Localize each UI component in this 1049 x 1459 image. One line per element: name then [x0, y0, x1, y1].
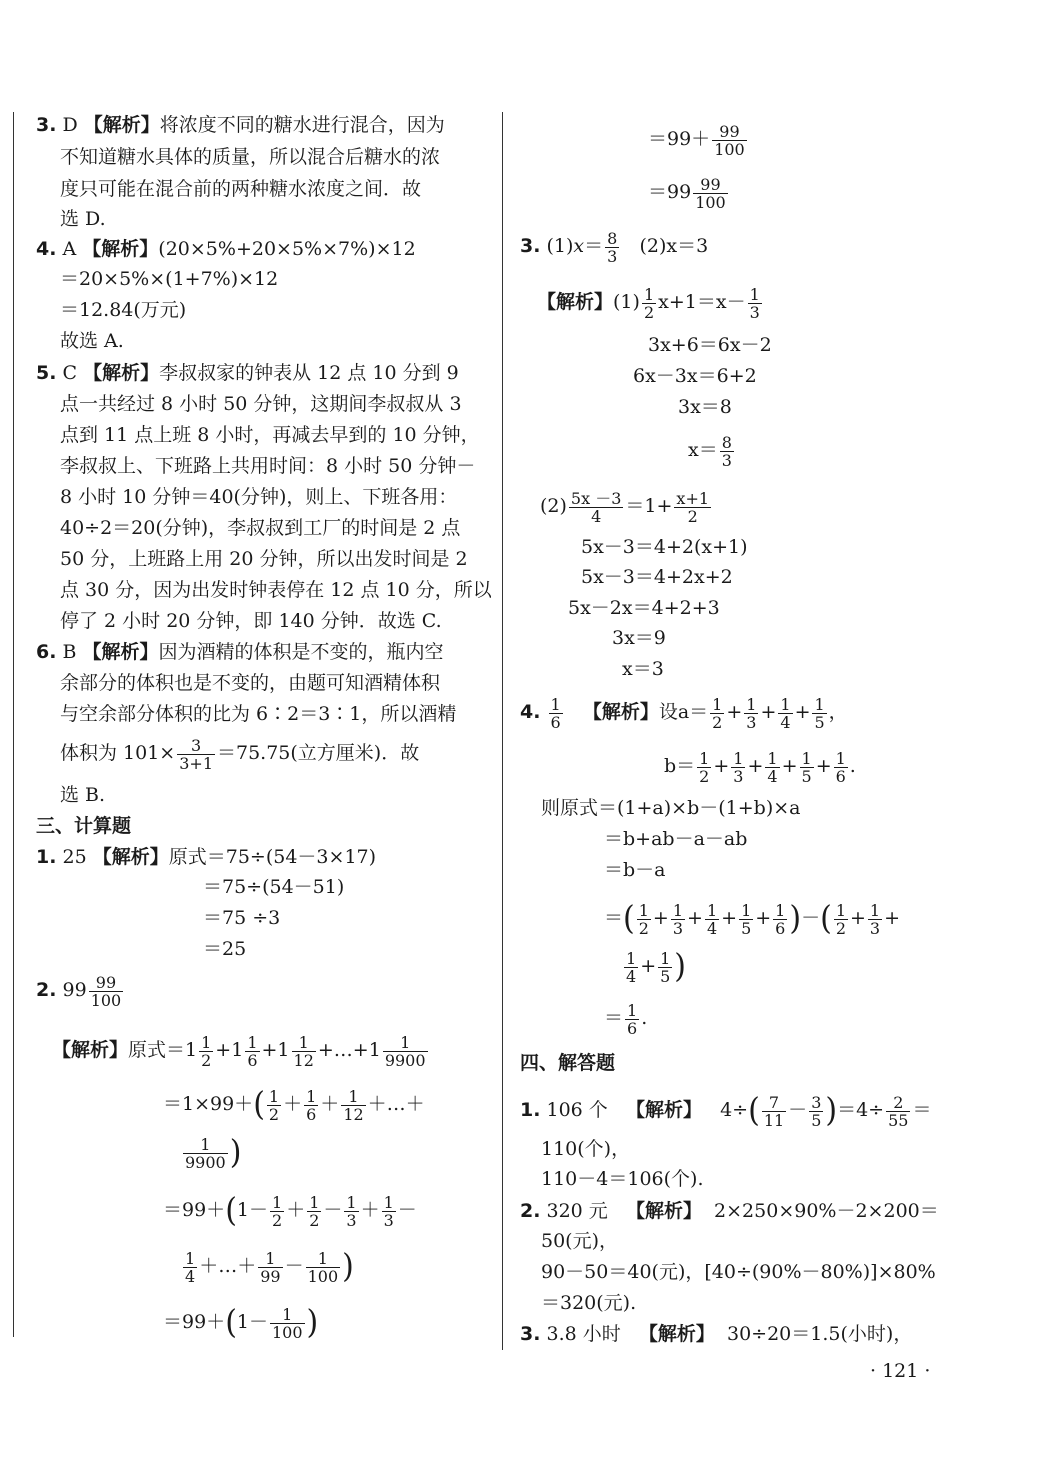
c4-line-6: ＝( $\frac{1}{2}$ + $\frac{1}{3}$ + $\frac{1}{4}$ + $\frac{1}{5}$ + $\frac{1}{6}$ )－( $\frac{1}{2}$ + $\frac{1}{3}$ + [604, 899, 901, 938]
c1-line-4: ＝25 [203, 938, 247, 960]
c4-step: 则原式＝(1+a)×b－(1+b)×a [541, 797, 801, 819]
q4-line-4: 故选 A. [60, 330, 124, 352]
c4-step: ＝b－a [604, 859, 666, 881]
c4-line-2: b＝ $\frac{1}{2}$ + $\frac{1}{3}$ + $\frac{1}{4}$ + $\frac{1}{5}$ + $\frac{1}{6}$ . [664, 748, 856, 786]
c2-cont-line-1: ＝99＋ $\frac{99}{100}$ [648, 121, 745, 159]
c3-solution-2: (2) $\frac{5x -3}{4}$ ＝1+ $\frac{x+1}{2}$ [540, 488, 710, 526]
c2-line-6: ＝99＋(1－ $\frac{1}{100}$ ) [163, 1303, 319, 1342]
q5-line-6: 40÷2＝20(分钟)，李叔叔到工厂的时间是 2 点 [60, 517, 461, 539]
left-margin-rule [13, 112, 14, 1337]
c2-answer-line: 2. 99 $\frac{99}{100}$ [36, 972, 122, 1010]
d1-line-3: 110－4＝106(个). [541, 1168, 704, 1190]
c2-line-4: ＝99＋(1－ $\frac{1}{2}$ ＋ $\frac{1}{2}$ － $\frac{1}{3}$ ＋ $\frac{1}{3}$ － [163, 1191, 417, 1230]
q5-answer: C [62, 362, 78, 384]
c3-result-1: x＝ $\frac{8}{3}$ [688, 432, 732, 470]
c3-step: 5x－2x＝4+2+3 [568, 597, 720, 619]
q3-number: 3. [36, 114, 57, 136]
d1-line-1: 1. 106 个 【解析】 4÷( $\frac{7}{11}$ － $\frac{3}{5}$ )＝4÷ $\frac{2}{55}$ ＝ [520, 1091, 932, 1130]
c2-line-5: $\frac{1}{4}$ ＋…＋ $\frac{1}{99}$ － $\frac{1}{100}$ ) [185, 1247, 354, 1286]
c2-line-2: ＝1×99＋( $\frac{1}{2}$ ＋ $\frac{1}{6}$ ＋ $\frac{1}{12}$ ＋…＋ [163, 1085, 425, 1124]
c3-step: 5x－3＝4+2x+2 [581, 566, 733, 588]
d3-line-1: 3. 3.8 小时 【解析】 30÷20＝1.5(小时)， [520, 1323, 913, 1345]
q5-line-9: 停了 2 小时 20 分钟，即 140 分钟．故选 C. [60, 610, 442, 632]
c2-line-3: $\frac{1}{9900}$ ) [185, 1133, 242, 1172]
q6-line-4: 体积为 101× $\frac{3}{3+1}$ ＝75.75(立方厘米)．故 [60, 735, 420, 773]
c3-step: 3x＝9 [612, 627, 666, 649]
q6-line-3: 与空余部分体积的比为 6∶2＝3∶1，所以酒精 [60, 703, 457, 725]
q4-line-1: 4. A 【解析】(20×5%+20×5%×7%)×12 [36, 238, 416, 260]
q3-line-2: 不知道糖水具体的质量，所以混合后糖水的浓 [60, 146, 441, 168]
q5-line-8: 点 30 分，因为出发时钟表停在 12 点 10 分，所以 [60, 579, 492, 601]
q3-line-3: 度只可能在混合前的两种糖水浓度之间．故 [60, 178, 422, 200]
q5-line-7: 50 分，上班路上用 20 分钟，所以出发时间是 2 [60, 548, 468, 570]
c4-line-8: ＝ $\frac{1}{6}$ . [604, 1000, 648, 1038]
c3-step: 6x－3x＝6+2 [633, 365, 757, 387]
section-4-heading: 四、解答题 [520, 1052, 616, 1074]
c4-line-7: $\frac{1}{4}$ + $\frac{1}{5}$ ) [626, 947, 687, 986]
q3-line-1: 3. D 【解析】将浓度不同的糖水进行混合，因为 [36, 114, 445, 136]
q5-line-2: 点一共经过 8 小时 50 分钟，这期间李叔叔从 3 [60, 393, 462, 415]
q3-tag: 【解析】 [83, 114, 160, 136]
fraction: $\frac{3}{3+1}$ [179, 735, 213, 773]
q6-answer: B [62, 641, 77, 663]
c4-step: ＝b+ab－a－ab [604, 828, 748, 850]
d2-line-4: ＝320(元). [541, 1292, 637, 1314]
c3-step: 5x－3＝4+2(x+1) [581, 536, 748, 558]
c1-answer: 25 [62, 846, 87, 868]
page-number: · 121 · [870, 1360, 931, 1382]
q5-line-1: 5. C 【解析】李叔叔家的钟表从 12 点 10 分到 9 [36, 362, 459, 384]
c1-line-3: ＝75 ÷3 [203, 907, 281, 929]
d2-line-1: 2. 320 元 【解析】 2×250×90%－2×200＝ [520, 1200, 939, 1222]
q5-line-3: 点到 11 点上班 8 小时，再减去早到的 10 分钟， [60, 424, 480, 446]
q5-line-5: 8 小时 10 分钟＝40(分钟)，则上、下班各用： [60, 486, 458, 508]
c3-solution-1: 【解析】(1) $\frac{1}{2}$ x+1＝x－ $\frac{1}{3}$ [537, 284, 760, 322]
q6-line-2: 余部分的体积也是不变的，由题可知酒精体积 [60, 672, 441, 694]
c1-line-1: 1. 25 【解析】原式＝75÷(54－3×17) [36, 846, 377, 868]
q5-line-4: 李叔叔上、下班路上共用时间：8 小时 50 分钟－ [60, 455, 476, 477]
column-divider [502, 112, 503, 1350]
c3-step: x＝3 [622, 658, 664, 680]
c3-step: 3x＝8 [678, 396, 732, 418]
d2-line-3: 90－50＝40(元)，[40÷(90%－80%)]×80% [541, 1261, 936, 1283]
d1-line-2: 110(个)， [541, 1138, 631, 1160]
q4-line-2: ＝20×5%×(1+7%)×12 [60, 268, 279, 290]
c3-answer-line: 3. (1)x＝ $\frac{8}{3}$ (2)x＝3 [520, 228, 709, 266]
c2-line-1: 【解析】原式＝1 $\frac{1}{2}$ +1 $\frac{1}{6}$ +1 $\frac{1}{12}$ +…+1 $\frac{1}{9900}$ [52, 1032, 426, 1070]
c1-line-2: ＝75÷(54－51) [203, 876, 345, 898]
section-3-heading: 三、计算题 [36, 815, 132, 837]
q4-line-3: ＝12.84(万元) [60, 299, 187, 321]
q3-answer: D [62, 114, 78, 136]
c4-line-1: 4. $\frac{1}{6}$ 【解析】设a＝ $\frac{1}{2}$ + $\frac{1}{3}$ + $\frac{1}{4}$ + $\frac{1}{5}$ ， [520, 694, 848, 732]
q6-line-1: 6. B 【解析】因为酒精的体积是不变的，瓶内空 [36, 641, 444, 663]
q4-answer: A [62, 238, 77, 260]
d2-line-2: 50(元)， [541, 1230, 619, 1252]
q3-line-4: 选 D. [60, 208, 106, 230]
c2-cont-line-2: ＝99 $\frac{99}{100}$ [648, 174, 726, 212]
q6-line-5: 选 B. [60, 784, 106, 806]
c3-step: 3x+6＝6x－2 [648, 334, 772, 356]
